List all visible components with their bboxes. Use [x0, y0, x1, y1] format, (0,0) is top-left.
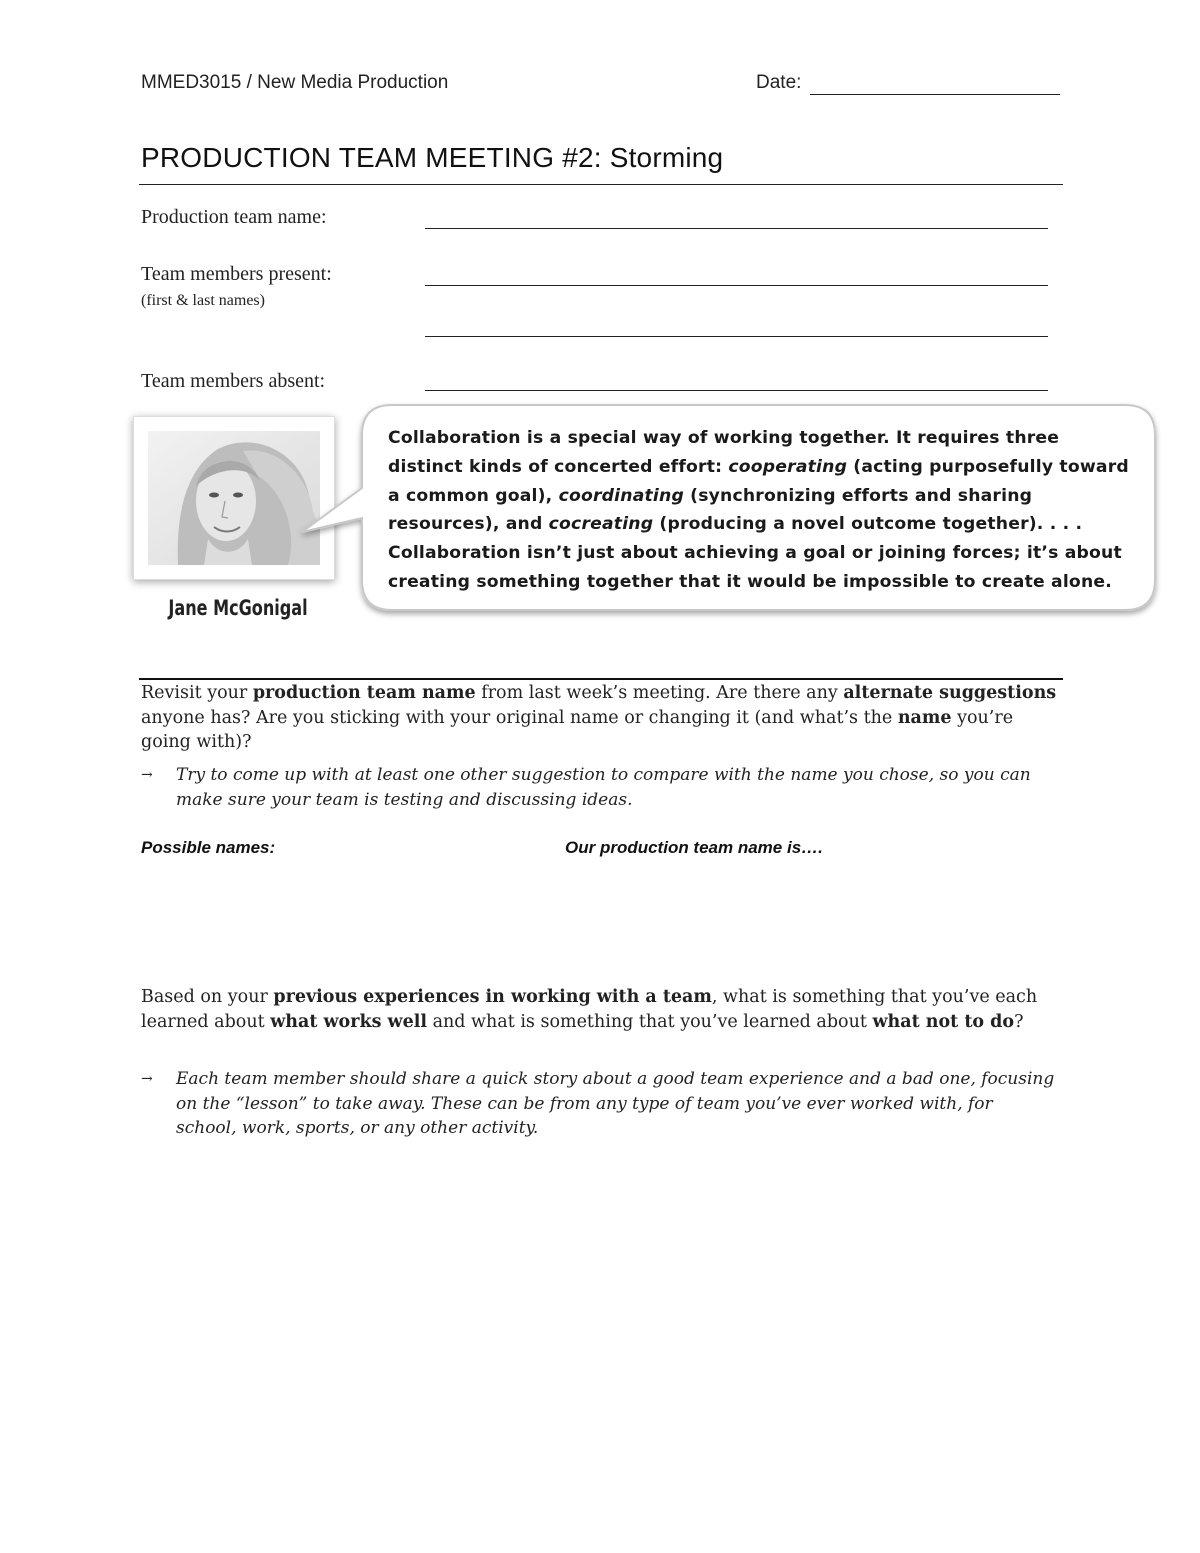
quote-part-1: Collaboration is a special way of working together. It requires three distinct kinds of concerted effort:	[388, 428, 1060, 477]
team-name-line	[425, 228, 1048, 229]
possible-names-label: Possible names:	[141, 838, 276, 857]
absent-label: Team members absent:	[141, 370, 326, 392]
section1-prompt	[141, 681, 1061, 755]
s2-text-3: and what is something that you’ve learned about	[427, 1011, 873, 1032]
section1-hint-text: Try to come up with at least one other suggestion to compare with the name you chose, so you can make sure your team is testing and discussing ideas.	[176, 765, 1031, 810]
present-label: Team members present:	[141, 263, 332, 285]
course-header: MMED3015 / New Media Production	[141, 72, 449, 93]
quote-part-4: (producing a novel outcome together). . . . Collaboration isn’t just about achieving a goal or joining forces; it’s about creating something together that it would be impossible to create alone.	[388, 514, 1122, 592]
s2-bold-1: previous experiences in working with a team	[273, 987, 712, 1007]
section2-hint-text: Each team member should share a quick story about a good team experience and a bad one, focusing on the “lesson” to take away. These can be from any type of team you’ve ever worked with, for school, work, sports, or any other activity.	[176, 1069, 1055, 1138]
quote-term-cooperating: cooperating	[728, 456, 848, 477]
section2-hint	[141, 1067, 1061, 1141]
s2-text-2: , what is something that you’ve each learned about	[141, 987, 1038, 1032]
date-label: Date:	[756, 72, 802, 93]
quote-part-2: (acting purposefully toward a common goal),	[388, 456, 1129, 506]
s2-bold-3: what not to do	[872, 1011, 1015, 1032]
s2-text-1: Based on your	[141, 987, 274, 1007]
present-sublabel: (first & last names)	[141, 292, 265, 309]
present-line-2	[425, 336, 1048, 337]
s1-text-2: from last week’s meeting. Are there any	[475, 683, 844, 703]
title-rule	[139, 184, 1063, 185]
absent-line	[425, 390, 1048, 391]
quote-part-3: (synchronizing efforts and sharing resources), and	[388, 485, 1033, 535]
s2-bold-2: what works well	[270, 1011, 428, 1032]
team-name-is-label: Our production team name is….	[565, 838, 823, 857]
quote-text	[388, 424, 1138, 597]
s1-bold-1: production team name	[252, 683, 476, 703]
s1-text-3: anyone has? Are you sticking with your original name or changing it (and what’s the	[141, 707, 898, 728]
quote-term-coordinating: coordinating	[558, 485, 684, 506]
quote-attribution: Jane McGonigal	[168, 596, 308, 620]
quote-term-cocreating: cocreating	[548, 514, 654, 535]
arrow-icon: →	[141, 1071, 153, 1087]
team-name-label: Production team name:	[141, 206, 327, 228]
s1-bold-2: alternate suggestions	[843, 683, 1057, 703]
present-line-1	[425, 285, 1048, 286]
s1-text-1: Revisit your	[141, 683, 253, 703]
date-line	[810, 94, 1060, 95]
section1-hint	[141, 763, 1061, 812]
page-title: PRODUCTION TEAM MEETING #2: Storming	[141, 142, 724, 173]
arrow-icon: →	[141, 767, 153, 783]
s1-bold-3: name	[897, 707, 952, 728]
section-rule	[139, 678, 1063, 680]
s1-text-4: you’re going with)?	[141, 707, 1014, 752]
section2-prompt	[141, 985, 1051, 1034]
s2-text-4: ?	[1014, 1011, 1024, 1032]
